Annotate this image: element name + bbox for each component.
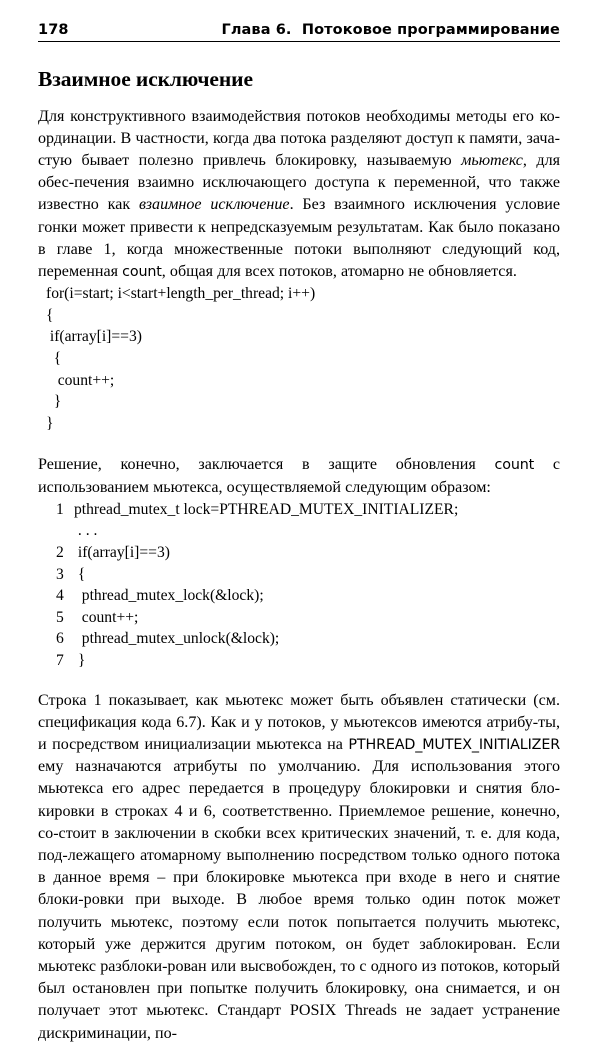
code-block-mutex-listing [38, 499, 560, 672]
code-line: count++; [74, 608, 139, 626]
paragraph-intro-part3: . Без взаимного исключения условие гонки может привести к непредсказуемым результатам. Как было показано в главе 1, когда множественные потоки выполняют следующий код, переменная [38, 196, 561, 281]
code-line: . . . [74, 522, 98, 540]
paragraph-solution [38, 454, 560, 498]
code-line: pthread_mutex_unlock(&lock); [74, 630, 280, 648]
code-line: pthread_mutex_t lock=PTHREAD_MUTEX_INITIALIZER; [74, 500, 459, 518]
chapter-title: Глава 6. Потоковое программирование [221, 22, 560, 38]
code-line-number: 2 [56, 544, 64, 562]
code-line: pthread_mutex_lock(&lock); [74, 587, 264, 605]
header-rule [38, 41, 560, 42]
code-block-loop [38, 283, 560, 434]
code-line: for(i=start; i<start+length_per_thread; i++) [46, 285, 316, 303]
code-line: { [46, 306, 54, 324]
code-line: if(array[i]==3) [74, 544, 170, 562]
code-line: { [74, 565, 86, 583]
code-line-number: 6 [56, 630, 64, 648]
code-line-number: 1 [56, 500, 64, 518]
code-line: { [46, 350, 62, 368]
paragraph-explanation-part1: Строка 1 показывает, как мьютекс может быть объявлен статически (см. спецификация кода 6.7). Как и у потоков, у мьютексов имеются атрибу-ты, и посредством инициализации мьютекса на [38, 691, 560, 753]
paragraph-explanation [38, 690, 560, 1045]
emphasis-mutual-exclusion: взаимное исключение [138, 196, 290, 214]
paragraph-explanation-part2: ему назначаются атрибуты по умолчанию. Для использования этого мьютекса его адрес передается в процедуру блокировки и снятия бло-кировки в строках 4 и 6, соответственно. Приемлемое решение, конечно, со-стоит в заключении в скобки всех критических значений, т. е. для кода, под-лежащего атомарному выполнению посредством только одного потока в данное время – при блокировке мьютекса при входе в него и снятие блоки-ровки при выходе. В любое время только один поток может получить мьютекс, поэтому если поток попытается получить мьютекс, который уже держится другим потоком, он будет заблокирован. Если мьютекс разблоки-рован или высвобожден, то с одного из потоков, который был остановлен при попытке получить блокировку, она снимается, и он получает этот мьютекс. Стандарт POSIX Threads не задает устранение дискриминации, по- [38, 758, 560, 1042]
paragraph-intro-part1: Для конструктивного взаимодействия потоков необходимы методы его ко-ординации. В частности, когда два потока разделяют доступ к памяти, зача-стую бывает полезно привлечь блокировку, называемую [38, 107, 560, 170]
code-line-number: 5 [56, 608, 64, 626]
paragraph-solution-part1: Решение, конечно, заключается в защите обновления [38, 456, 495, 474]
page-title: Взаимное исключение [38, 67, 253, 91]
code-line: count++; [46, 371, 115, 389]
code-line: } [46, 393, 62, 411]
paragraph-solution-part2: с использованием мьютекса, осуществляемой следующим образом: [38, 456, 560, 496]
spacer [38, 434, 560, 454]
paragraph-intro-part4: , общая для всех потоков, атомарно не обновляется. [161, 263, 517, 281]
inline-code-count: count [494, 457, 535, 474]
spacer [38, 672, 560, 690]
emphasis-mutex: мьютекс [461, 152, 523, 170]
paragraph-intro [38, 106, 560, 284]
inline-code-initializer: PTHREAD_MUTEX_INITIALIZER [348, 736, 560, 753]
code-line-number: 3 [56, 565, 64, 583]
running-header [38, 22, 560, 41]
code-line-number: 7 [56, 651, 64, 669]
inline-code-count: count [122, 264, 162, 281]
paragraph-intro-part2: , для обес-печения взаимно исключающего доступа к переменной, что также известно как [38, 152, 560, 214]
code-line: } [46, 414, 54, 432]
code-line: } [74, 651, 86, 669]
page-number: 178 [38, 22, 69, 38]
code-line-number: 4 [56, 587, 64, 605]
code-line: if(array[i]==3) [46, 328, 142, 346]
